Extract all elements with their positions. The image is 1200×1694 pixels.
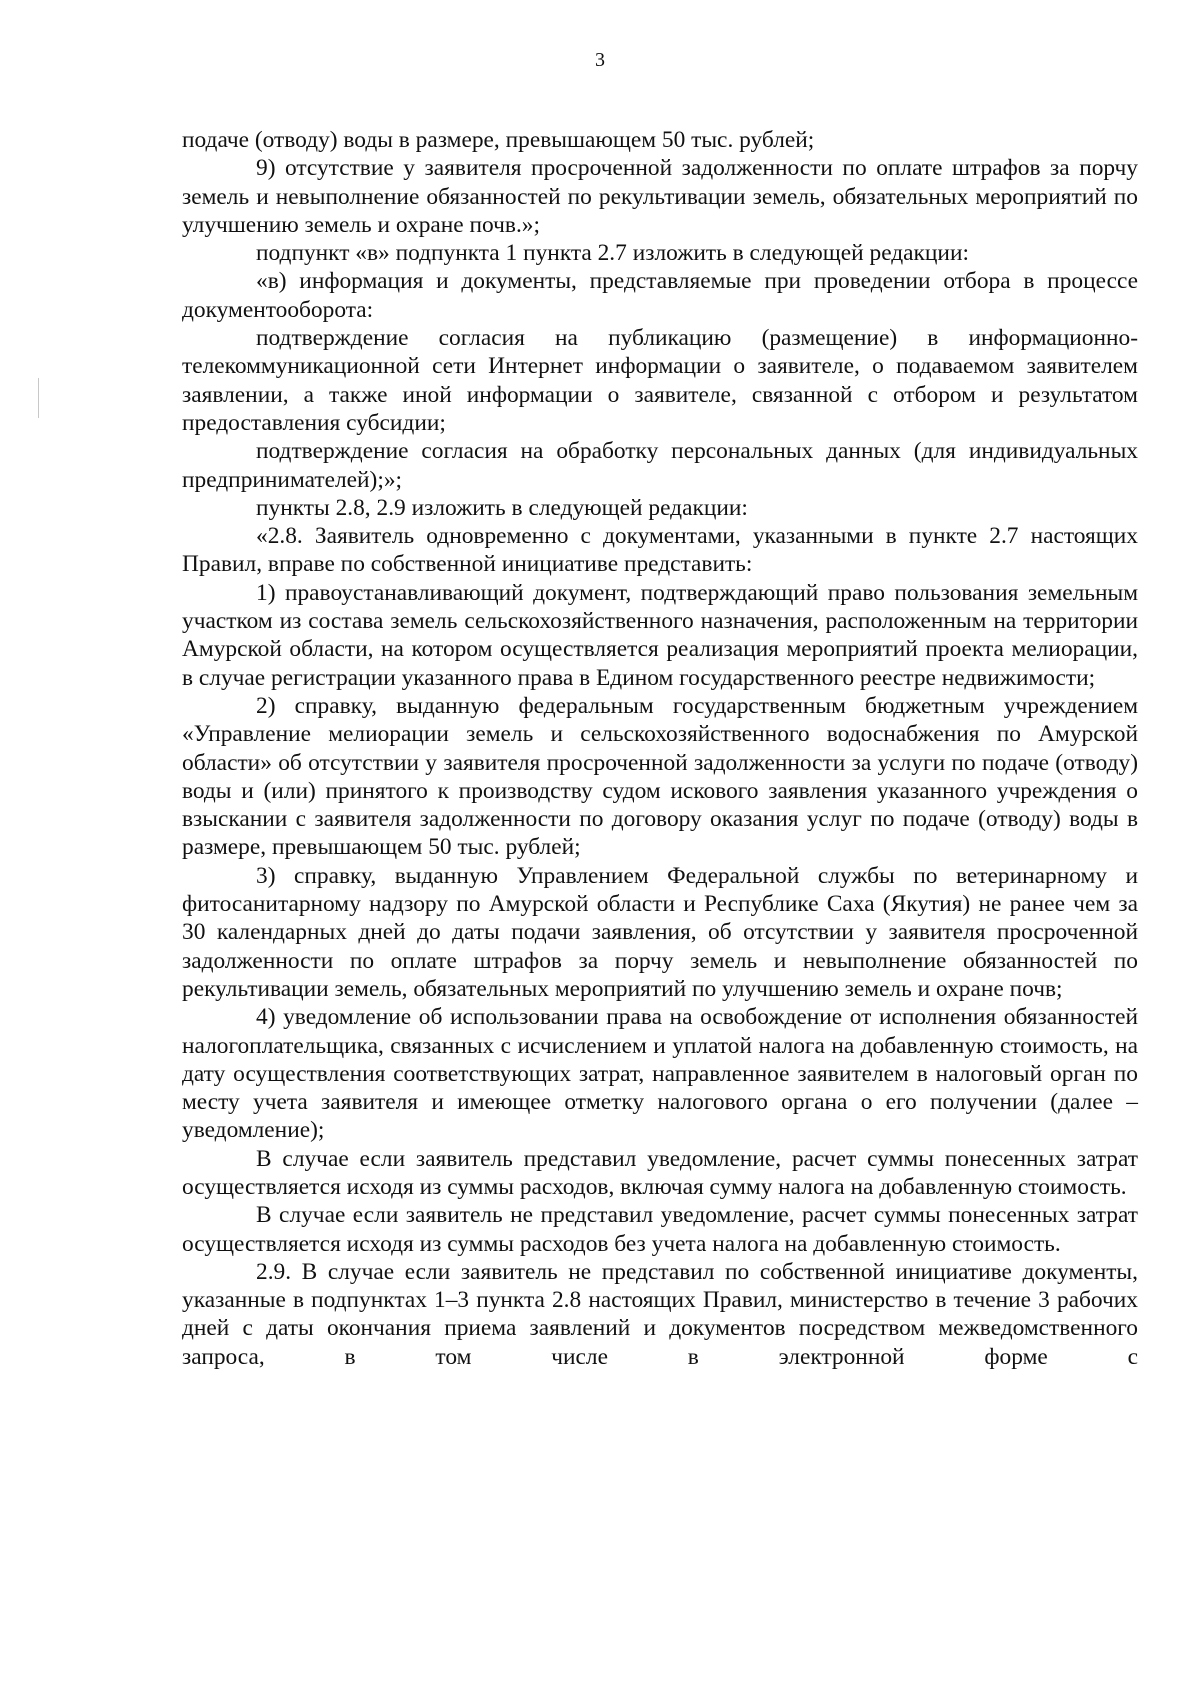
document-body: [182, 126, 1138, 1371]
paragraph-2-8-item-4: 4) уведомление об использовании права на освобождение от исполнения обязанностей налогоплательщика, связанных с исчислением и уплатой налога на добавленную стоимость, на дату осуществления соответствующих затрат, направленное заявителем в налоговый орган по месту учета заявителя и имеющее отметку налогового органа о его получении (далее – уведомление);: [182, 1004, 1138, 1144]
page-number: 3: [595, 49, 605, 71]
paragraph-amendment-2-8-2-9: пункты 2.8, 2.9 изложить в следующей редакции:: [256, 494, 748, 521]
paragraph-notice-submitted: В случае если заявитель представил уведомление, расчет суммы понесенных затрат осуществляется исходя из суммы расходов, включая сумму налога на добавленную стоимость.: [182, 1145, 1138, 1200]
margin-scan-mark: [38, 378, 39, 418]
paragraph-2-8-item-3: 3) справку, выданную Управлением Федеральной службы по ветеринарному и фитосанитарному надзору по Амурской области и Республике Саха (Якутия) не ранее чем за 30 календарных дней до даты подачи заявления, об отсутствии у заявителя просроченной задолженности по оплате штрафов за порчу земель и невыполнение обязанностей по рекультивации земель, обязательных мероприятий по улучшению земель и охране почв;: [182, 862, 1138, 1002]
paragraph-2-8-item-2: 2) справку, выданную федеральным государственным бюджетным учреждением «Управление мелиорации земель и сельскохозяйственного водоснабжения по Амурской области» об отсутствии у заявителя просроченной задолженности за услуги по подаче (отводу) воды и (или) принятого к производству судом искового заявления указанного учреждения о взыскании с заявителя задолженности по договору оказания услуг по подаче (отводу) воды в размере, превышающем 50 тыс. рублей;: [182, 692, 1138, 861]
paragraph-amendment-subpoint-v: подпункт «в» подпункта 1 пункта 2.7 изложить в следующей редакции:: [256, 240, 969, 267]
paragraph-item-9: 9) отсутствие у заявителя просроченной задолженности по оплате штрафов за порчу земель и невыполнение обязанностей по рекультивации земель, обязательных мероприятий по улучшению земель и охране почв.»;: [182, 155, 1138, 238]
paragraph-publication-consent: подтверждение согласия на публикацию (размещение) в информационно-телекоммуникационной сети Интернет информации о заявителе, о подаваемом заявителем заявлении, а также иной информации о заявителе, связанной с отбором и результатом предоставления субсидии;: [182, 325, 1138, 436]
paragraph-2-8-item-1: 1) правоустанавливающий документ, подтверждающий право пользования земельным участком из состава земель сельскохозяйственного назначения, расположенным на территории Амурской области, на котором осуществляется реализация мероприятий проекта мелиорации, в случае регистрации указанного права в Едином государственного реестре недвижимости;: [182, 579, 1138, 691]
paragraph-continuation: подаче (отводу) воды в размере, превышающем 50 тыс. рублей;: [182, 127, 815, 153]
paragraph-personal-data-consent: подтверждение согласия на обработку персональных данных (для индивидуальных предпринимателей);»;: [182, 438, 1138, 493]
paragraph-notice-not-submitted: В случае если заявитель не представил уведомление, расчет суммы понесенных затрат осуществляется исходя из суммы расходов без учета налога на добавленную стоимость.: [182, 1202, 1138, 1257]
paragraph-subpoint-v: «в) информация и документы, представляемые при проведении отбора в процессе документооборота:: [182, 268, 1138, 323]
paragraph-2-9: 2.9. В случае если заявитель не представил по собственной инициативе документы, указанные в подпунктах 1–3 пункта 2.8 настоящих Правил, министерство в течение 3 рабочих дней с даты окончания приема заявлений и документов посредством межведомственного запроса, в том числе в электронной форме с: [182, 1258, 1138, 1370]
paragraph-2-8: «2.8. Заявитель одновременно с документами, указанными в пункте 2.7 настоящих Правил, вправе по собственной инициативе представить:: [182, 523, 1138, 578]
